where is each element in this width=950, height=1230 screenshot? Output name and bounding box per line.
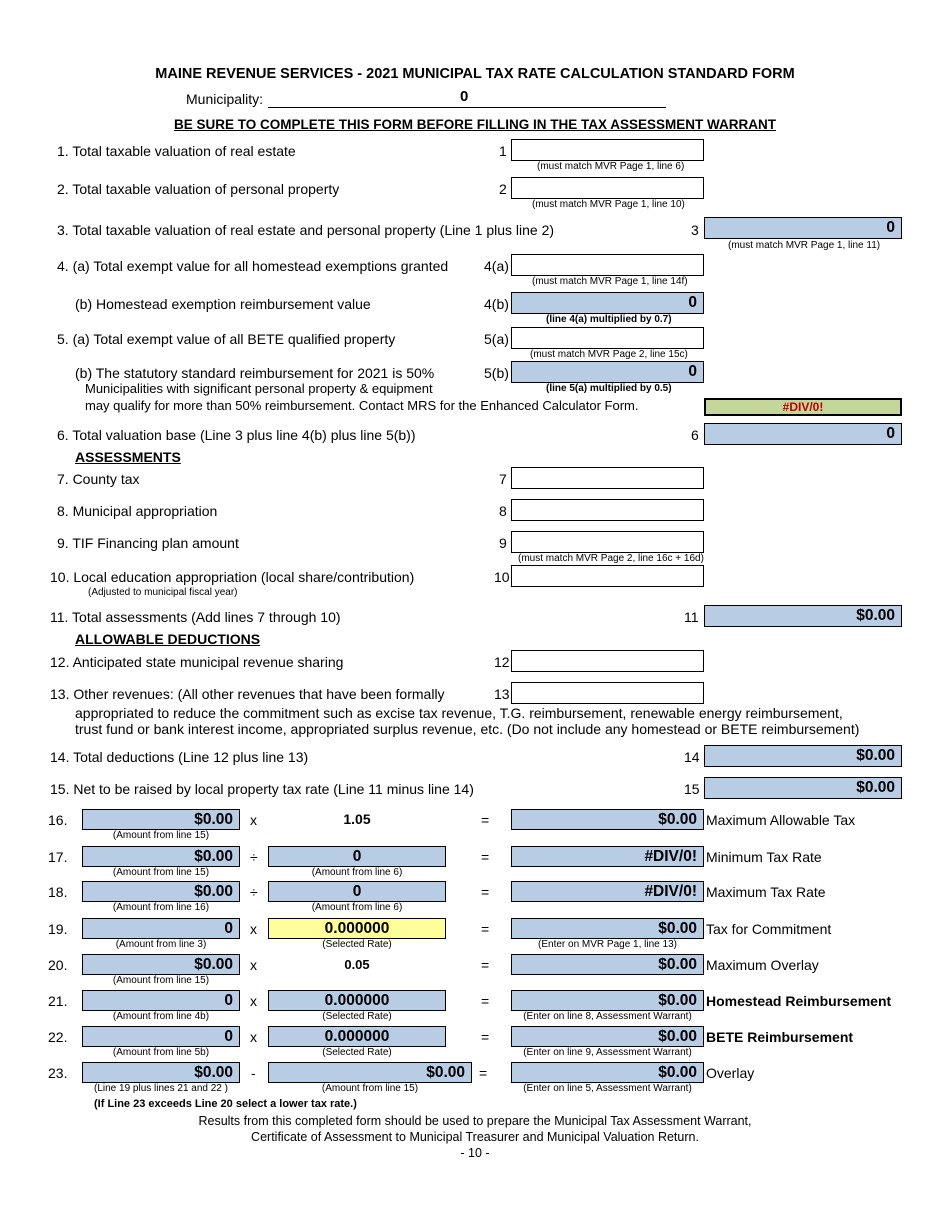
line-2-note: (must match MVR Page 1, line 10) [532, 199, 685, 210]
line-11-value: $0.00 [704, 605, 902, 627]
line-5a-input[interactable] [511, 327, 704, 349]
municipality-value: 0 [460, 88, 469, 105]
calc-18-operator: ÷ [250, 884, 258, 900]
calc-19-equals: = [481, 921, 490, 937]
line-12-number: 12 [494, 654, 510, 670]
line-1-note: (must match MVR Page 1, line 6) [537, 161, 685, 172]
calc-21-amount-note: (Amount from line 4b) [112, 1011, 210, 1022]
calc-21-factor-note: (Selected Rate) [322, 1011, 392, 1022]
calc-22-factor-note: (Selected Rate) [322, 1047, 392, 1058]
calc-22-result: $0.00 [511, 1026, 704, 1047]
form-notice: BE SURE TO COMPLETE THIS FORM BEFORE FILLING IN THE TAX ASSESSMENT WARRANT [173, 117, 776, 132]
calc-22-equals: = [481, 1029, 490, 1045]
calc-18-equals: = [481, 884, 490, 900]
calc-16-number: 16. [48, 812, 68, 828]
line-9-number: 9 [499, 535, 507, 551]
line-3-number: 3 [691, 222, 699, 238]
line-15-number: 15 [684, 781, 700, 797]
line-2-number: 2 [499, 181, 507, 197]
calc-16-equals: = [481, 812, 490, 828]
calc-20-operator: x [250, 957, 257, 973]
calc-23-description: Overlay [706, 1065, 755, 1081]
form-title: MAINE REVENUE SERVICES - 2021 MUNICIPAL TAX RATE CALCULATION STANDARD FORM [155, 66, 795, 82]
calc-17-amount: $0.00 [82, 846, 240, 867]
calc-16-factor: 1.05 [343, 811, 371, 827]
calc-18-amount: $0.00 [82, 881, 240, 902]
calc-19-amount: 0 [82, 918, 240, 939]
line-4a-input[interactable] [511, 254, 704, 276]
calc-23-number: 23. [48, 1065, 68, 1081]
calc-21-result-note: (Enter on line 8, Assessment Warrant) [523, 1011, 692, 1022]
line-5b-subtext-1: Municipalities with significant personal property & equipment [85, 381, 433, 396]
calc-17-equals: = [481, 849, 490, 865]
line-4b-label: (b) Homestead exemption reimbursement value [75, 296, 371, 312]
calc-18-result: #DIV/0! [511, 881, 704, 902]
calc-19-operator: x [250, 921, 257, 937]
calc-22-factor: 0.000000 [268, 1026, 446, 1047]
line-4b-number: 4(b) [484, 296, 509, 312]
calc-22-amount: 0 [82, 1026, 240, 1047]
line-15-value: $0.00 [704, 777, 902, 799]
calc-19-description: Tax for Commitment [706, 921, 832, 937]
line-7-label: 7. County tax [57, 471, 140, 487]
line-5a-note: (must match MVR Page 2, line 15c) [530, 349, 688, 360]
calc-22-result-note: (Enter on line 9, Assessment Warrant) [523, 1047, 692, 1058]
line-5b-label: (b) The statutory standard reimbursement for 2021 is 50% [75, 365, 435, 381]
calc-23-amount-note: (Line 19 plus lines 21 and 22 ) [94, 1083, 228, 1094]
selected-rate-input[interactable]: 0.000000 [268, 918, 446, 939]
calc-19-result: $0.00 [511, 918, 704, 939]
line-10-label: 10. Local education appropriation (local share/contribution) [50, 569, 415, 585]
calc-21-amount: 0 [82, 990, 240, 1011]
calc-17-result: #DIV/0! [511, 846, 704, 867]
calc-19-result-note: (Enter on MVR Page 1, line 13) [538, 939, 677, 950]
deductions-heading: ALLOWABLE DEDUCTIONS [75, 631, 261, 647]
line-10-number: 10 [494, 569, 510, 585]
calc-18-factor: 0 [268, 881, 446, 902]
line-6-number: 6 [691, 427, 699, 443]
calc-17-number: 17. [48, 849, 68, 865]
calc-17-description: Minimum Tax Rate [706, 849, 822, 865]
calc-17-amount-note: (Amount from line 15) [112, 867, 210, 878]
calc-23-factor: $0.00 [268, 1062, 472, 1083]
line-5a-label: 5. (a) Total exempt value of all BETE qualified property [57, 331, 396, 347]
line-14-number: 14 [684, 749, 700, 765]
line-13-subtext-1: appropriated to reduce the commitment such as excise tax revenue, T.G. reimbursement, renewable energy reimbursement, [75, 705, 843, 721]
calc-23-equals: = [479, 1065, 488, 1081]
calc-20-amount-note: (Amount from line 15) [112, 975, 210, 986]
calc-21-result: $0.00 [511, 990, 704, 1011]
calc-16-amount-note: (Amount from line 15) [112, 830, 210, 841]
line-4a-note: (must match MVR Page 1, line 14f) [532, 276, 688, 287]
line-15-label: 15. Net to be raised by local property tax rate (Line 11 minus line 14) [50, 781, 474, 797]
calc-17-factor-note: (Amount from line 6) [311, 867, 403, 878]
calc-22-number: 22. [48, 1029, 68, 1045]
line-6-value: 0 [704, 423, 902, 445]
calc-21-number: 21. [48, 993, 68, 1009]
page-number: - 10 - [460, 1146, 490, 1160]
line-7-number: 7 [499, 471, 507, 487]
calc-20-equals: = [481, 957, 490, 973]
line-5b-value: 0 [511, 361, 704, 383]
calc-17-factor: 0 [268, 846, 446, 867]
line-5b-subtext-2: may qualify for more than 50% reimbursement. Contact MRS for the Enhanced Calculator Form. [85, 398, 639, 413]
calc-18-factor-note: (Amount from line 6) [311, 902, 403, 913]
calc-23-factor-note: (Amount from line 15) [321, 1083, 419, 1094]
calc-19-amount-note: (Amount from line 3) [115, 939, 207, 950]
line-13-subtext-2: trust fund or bank interest income, appropriated surplus revenue, etc. (Do not include any homestead or BETE reimbursement) [75, 721, 860, 737]
municipality-label: Municipality: [186, 91, 264, 107]
calc-21-operator: x [250, 993, 257, 1009]
calc-22-operator: x [250, 1029, 257, 1045]
line-5b-number: 5(b) [484, 365, 509, 381]
calc-17-operator: ÷ [250, 849, 258, 865]
assessments-heading: ASSESSMENTS [75, 449, 181, 465]
line-12-input[interactable] [511, 650, 704, 672]
line-4a-number: 4(a) [484, 258, 509, 274]
line-3-note: (must match MVR Page 1, line 11) [728, 240, 881, 251]
line-12-label: 12. Anticipated state municipal revenue sharing [50, 654, 344, 670]
line-3-label: 3. Total taxable valuation of real estate and personal property (Line 1 plus line 2) [57, 222, 555, 238]
line-14-label: 14. Total deductions (Line 12 plus line 13) [50, 749, 309, 765]
calc-20-result: $0.00 [511, 954, 704, 975]
footer-note-2: Certificate of Assessment to Municipal Treasurer and Municipal Valuation Return. [251, 1130, 699, 1144]
line-10-subtext: (Adjusted to municipal fiscal year) [88, 587, 238, 598]
calc-19-factor-note: (Selected Rate) [322, 939, 392, 950]
line-2-label: 2. Total taxable valuation of personal property [57, 181, 340, 197]
line-2-input[interactable] [511, 177, 704, 199]
line-4b-value: 0 [511, 292, 704, 314]
line-4b-note: (line 4(a) multiplied by 0.7) [546, 314, 672, 325]
line-7-input[interactable] [511, 467, 704, 489]
line-11-number: 11 [684, 609, 699, 625]
calc-18-amount-note: (Amount from line 16) [112, 902, 210, 913]
calc-21-description: Homestead Reimbursement [706, 993, 892, 1009]
calc-23-operator: - [251, 1065, 256, 1081]
line-8-number: 8 [499, 503, 507, 519]
calc-16-result: $0.00 [511, 809, 704, 830]
calc-16-operator: x [250, 812, 257, 828]
line-5a-number: 5(a) [484, 331, 509, 347]
calc-21-equals: = [481, 993, 490, 1009]
calc-22-description: BETE Reimbursement [706, 1029, 854, 1045]
calc-20-description: Maximum Overlay [706, 957, 819, 973]
line-3-value: 0 [704, 217, 902, 239]
line-8-input[interactable] [511, 499, 704, 521]
line-9-label: 9. TIF Financing plan amount [57, 535, 239, 551]
overlay-warning: (If Line 23 exceeds Line 20 select a lower tax rate.) [94, 1098, 357, 1110]
footer-note-1: Results from this completed form should be used to prepare the Municipal Tax Assessment Warrant, [198, 1114, 752, 1128]
line-13-number: 13 [494, 686, 510, 702]
line-10-input[interactable] [511, 565, 704, 587]
calc-16-description: Maximum Allowable Tax [706, 812, 856, 828]
calc-18-number: 18. [48, 884, 68, 900]
calc-23-result-note: (Enter on line 5, Assessment Warrant) [523, 1083, 692, 1094]
enhanced-calculator-indicator: #DIV/0! [704, 398, 902, 416]
line-8-label: 8. Municipal appropriation [57, 503, 218, 519]
calc-16-amount: $0.00 [82, 809, 240, 830]
calc-19-number: 19. [48, 921, 68, 937]
calc-22-amount-note: (Amount from line 5b) [112, 1047, 210, 1058]
line-4a-label: 4. (a) Total exempt value for all homestead exemptions granted [57, 258, 449, 274]
calc-23-result: $0.00 [511, 1062, 704, 1083]
line-5b-note: (line 5(a) multiplied by 0.5) [546, 383, 672, 394]
line-6-label: 6. Total valuation base (Line 3 plus line 4(b) plus line 5(b)) [57, 427, 416, 443]
line-13-label: 13. Other revenues: (All other revenues that have been formally [50, 686, 445, 702]
line-1-input[interactable] [511, 139, 704, 161]
line-11-label: 11. Total assessments (Add lines 7 through 10) [50, 609, 341, 625]
calc-18-description: Maximum Tax Rate [706, 884, 826, 900]
line-1-number: 1 [499, 143, 507, 159]
calc-20-factor: 0.05 [344, 957, 370, 972]
line-1-label: 1. Total taxable valuation of real estate [57, 143, 296, 159]
calc-23-amount: $0.00 [82, 1062, 240, 1083]
line-9-input[interactable] [511, 531, 704, 553]
line-14-value: $0.00 [704, 745, 902, 767]
calc-20-amount: $0.00 [82, 954, 240, 975]
calc-21-factor: 0.000000 [268, 990, 446, 1011]
calc-20-number: 20. [48, 957, 68, 973]
line-9-note: (must match MVR Page 2, line 16c + 16d) [518, 553, 704, 564]
line-13-input[interactable] [511, 682, 704, 704]
